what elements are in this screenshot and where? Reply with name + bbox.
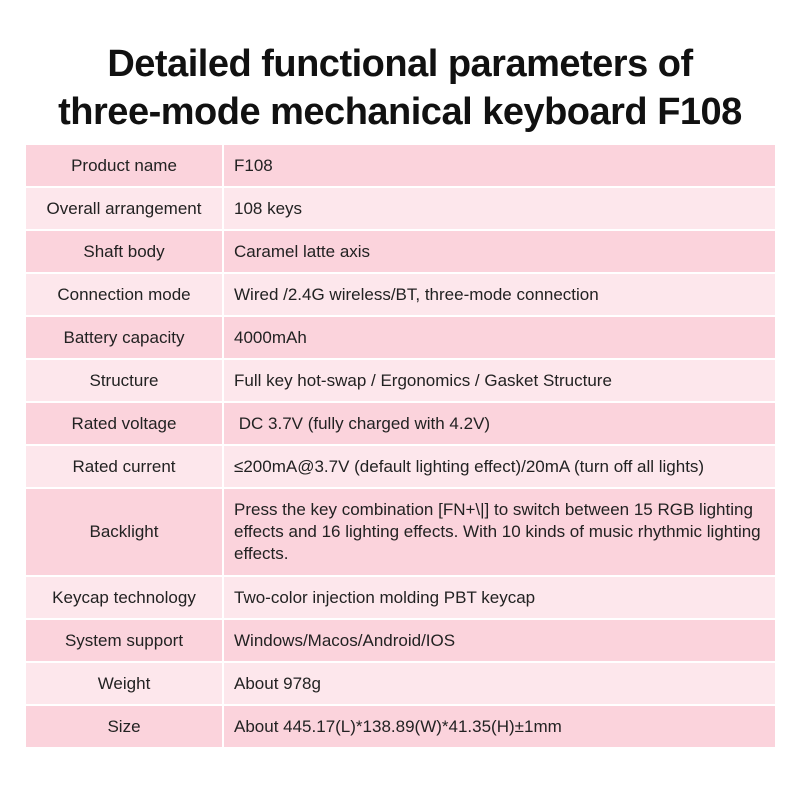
- row-label-rated-current: Rated current: [26, 446, 222, 487]
- row-value-weight: About 978g: [224, 663, 775, 704]
- table-row: [26, 446, 775, 487]
- row-value-shaft-body: Caramel latte axis: [224, 231, 775, 272]
- row-label-rated-voltage: Rated voltage: [26, 403, 222, 444]
- table-row: [26, 317, 775, 358]
- table-row: [26, 188, 775, 229]
- row-value-structure: Full key hot-swap / Ergonomics / Gasket Structure: [224, 360, 775, 401]
- table-row: [26, 145, 775, 186]
- row-value-system-support: Windows/Macos/Android/IOS: [224, 620, 775, 661]
- row-value-backlight: Press the key combination [FN+\|] to switch between 15 RGB lighting effects and 16 lighting effects. With 10 kinds of music rhythmic lighting effects.: [224, 489, 775, 575]
- row-label-connection-mode: Connection mode: [26, 274, 222, 315]
- row-label-keycap-technology: Keycap technology: [26, 577, 222, 618]
- table-row: [26, 620, 775, 661]
- page-title: [0, 40, 800, 136]
- row-value-rated-voltage: DC 3.7V (fully charged with 4.2V): [224, 403, 775, 444]
- row-label-battery-capacity: Battery capacity: [26, 317, 222, 358]
- table-row: [26, 663, 775, 704]
- title-line-1: Detailed functional parameters of: [107, 43, 693, 85]
- row-value-overall-arrangement: 108 keys: [224, 188, 775, 229]
- row-label-size: Size: [26, 706, 222, 747]
- row-value-rated-current: ≤200mA@3.7V (default lighting effect)/20mA (turn off all lights): [224, 446, 775, 487]
- table-row: [26, 489, 775, 575]
- row-value-keycap-technology: Two-color injection molding PBT keycap: [224, 577, 775, 618]
- table-row: [26, 706, 775, 747]
- row-value-product-name: F108: [224, 145, 775, 186]
- table-row: [26, 577, 775, 618]
- row-label-weight: Weight: [26, 663, 222, 704]
- row-value-battery-capacity: 4000mAh: [224, 317, 775, 358]
- title-line-2: three-mode mechanical keyboard F108: [58, 91, 742, 133]
- row-value-size: About 445.17(L)*138.89(W)*41.35(H)±1mm: [224, 706, 775, 747]
- table-row: [26, 360, 775, 401]
- row-label-system-support: System support: [26, 620, 222, 661]
- table-row: [26, 231, 775, 272]
- row-label-backlight: Backlight: [26, 489, 222, 575]
- row-label-overall-arrangement: Overall arrangement: [26, 188, 222, 229]
- row-value-connection-mode: Wired /2.4G wireless/BT, three-mode connection: [224, 274, 775, 315]
- row-label-shaft-body: Shaft body: [26, 231, 222, 272]
- spec-table: [26, 145, 775, 749]
- row-label-product-name: Product name: [26, 145, 222, 186]
- table-row: [26, 403, 775, 444]
- row-label-structure: Structure: [26, 360, 222, 401]
- table-row: [26, 274, 775, 315]
